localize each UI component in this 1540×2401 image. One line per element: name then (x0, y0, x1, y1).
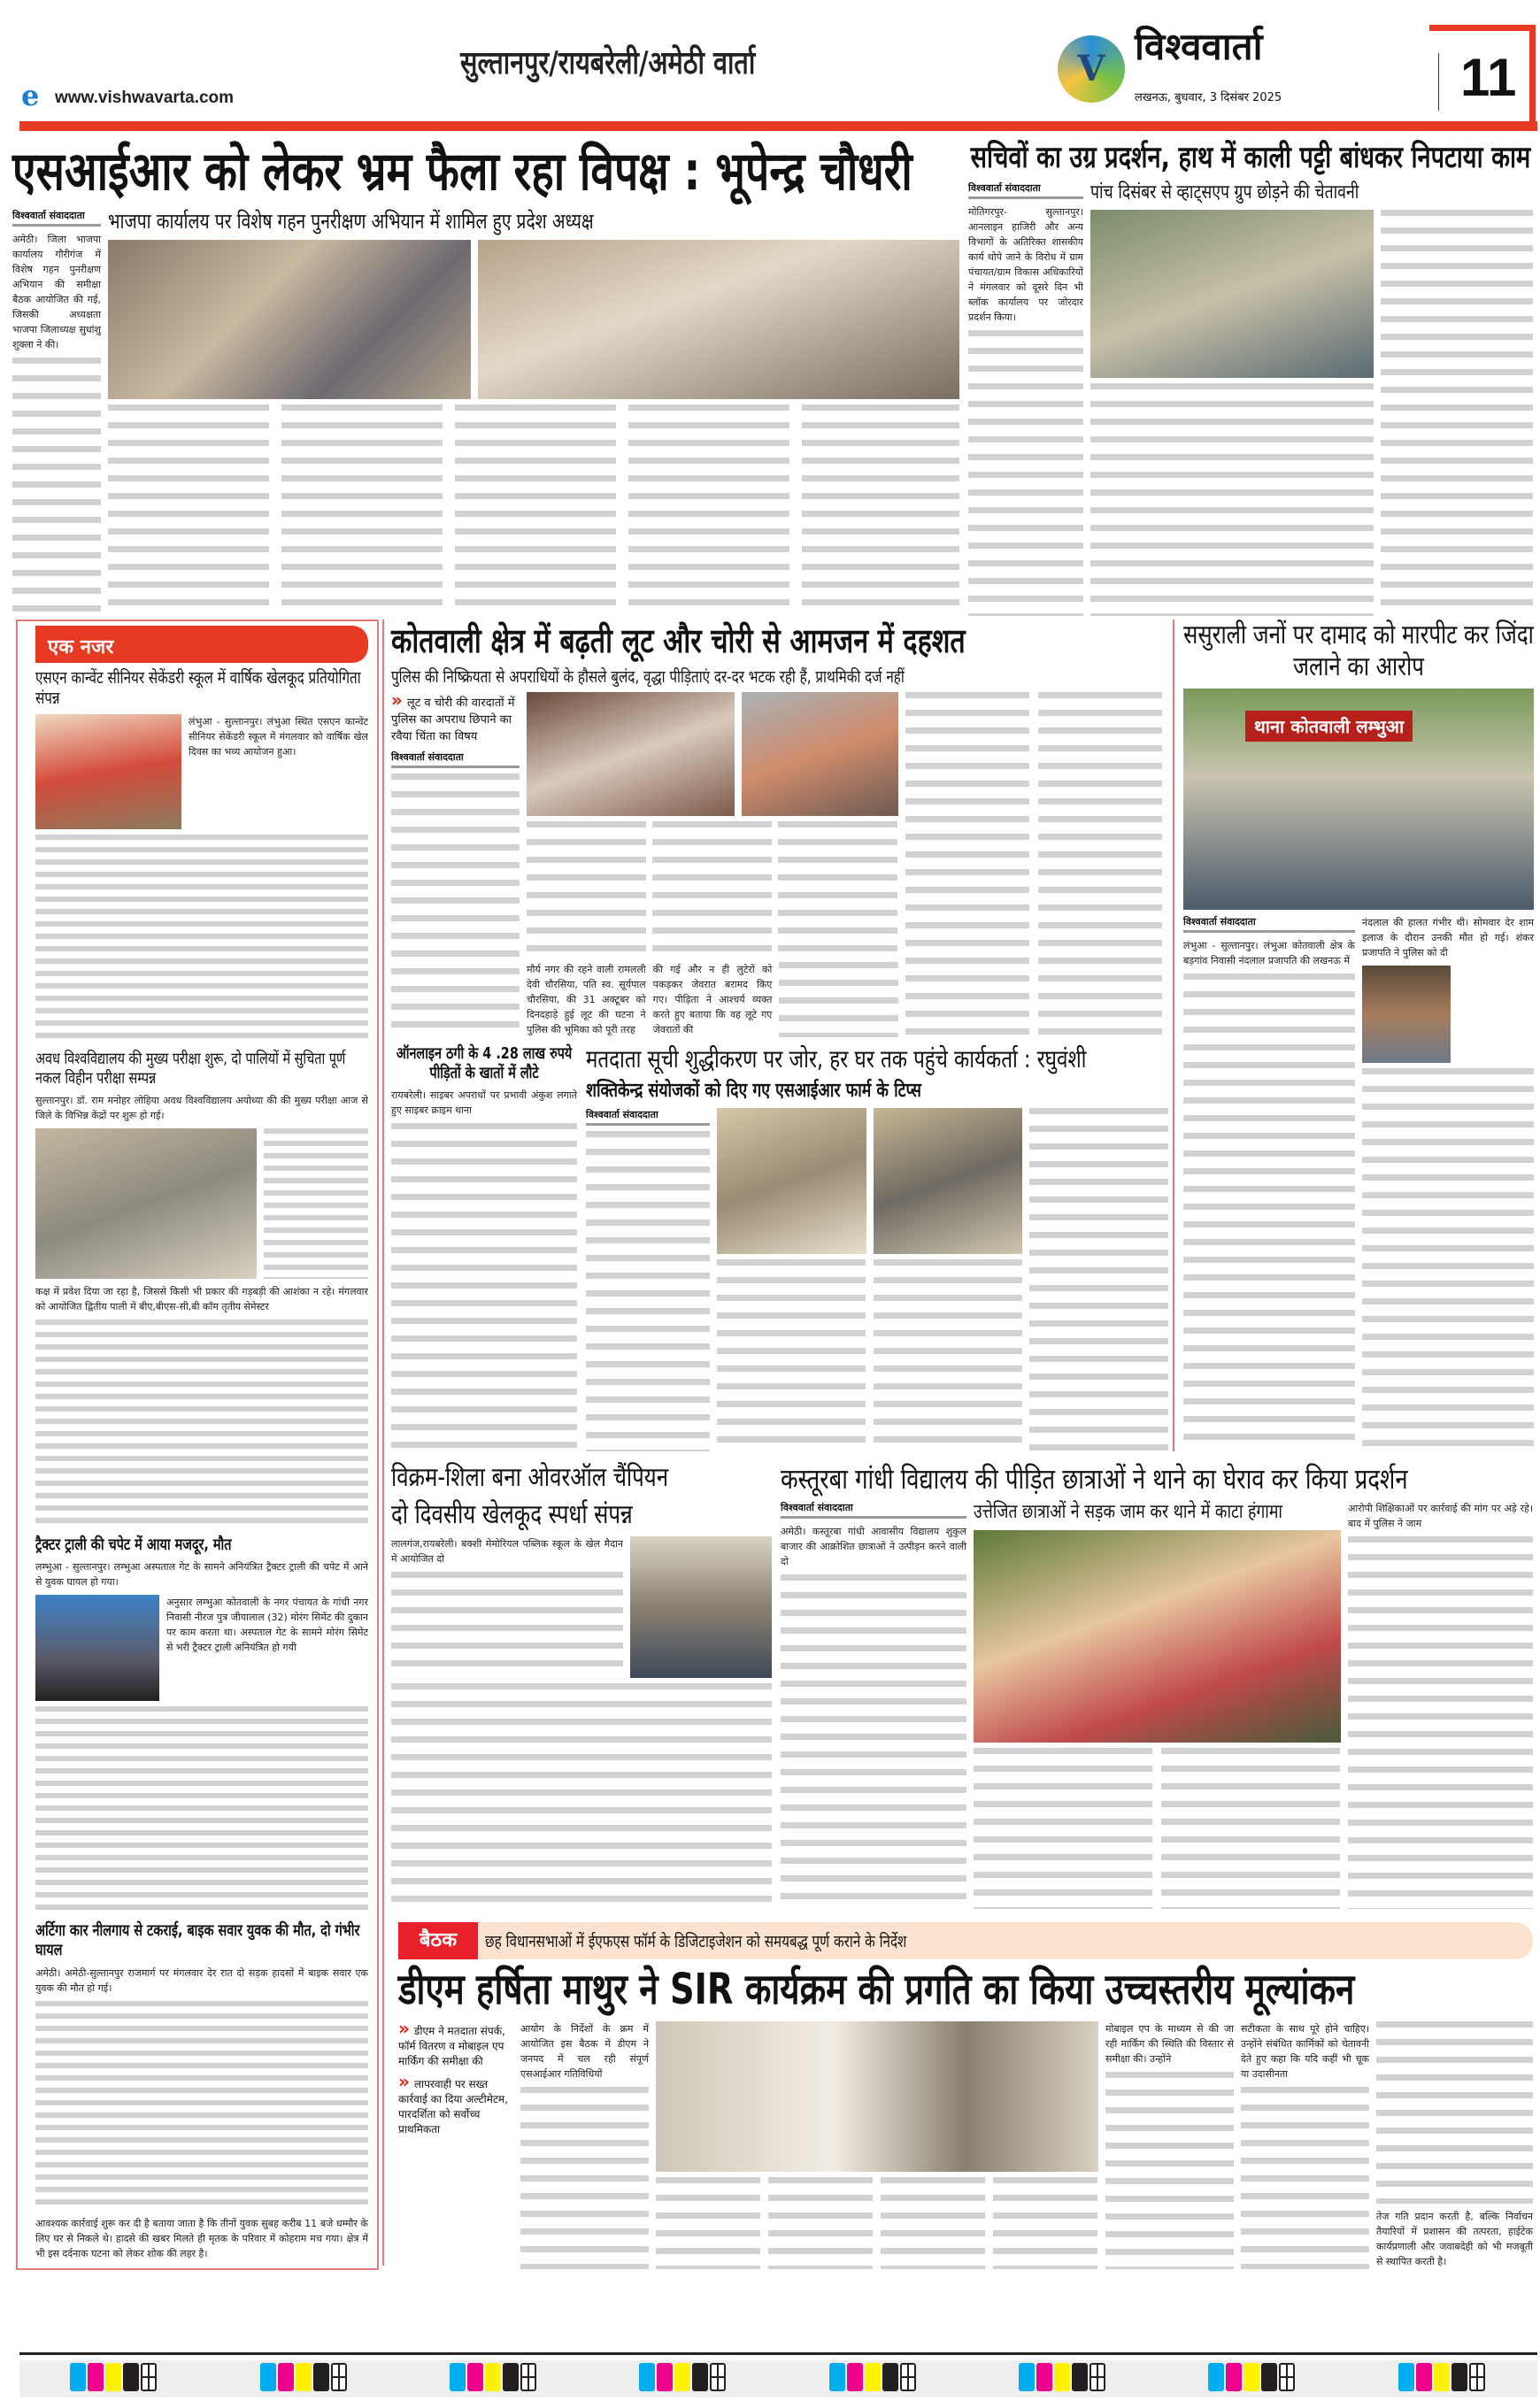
color-swatch (467, 2363, 483, 2391)
body-text (1090, 383, 1374, 616)
lead: मोतिगरपुर- सुल्तानपुर। आनलाइन हाजिरी और अन्य विभागों के अतिरिक्त शासकीय कार्य थोपे जाने के विरोध में ग्राम पंचायत/ग्राम विकास अधिकारियों ने मंगलवार को दूसरे दिन भी ब्लॉक कार्यालय पर जोरदार प्रदर्शन किया। (968, 205, 1083, 323)
story-dm (398, 1922, 1533, 2269)
photo-row (108, 240, 959, 399)
bullet-icon: » (398, 2017, 410, 2039)
body-text (35, 835, 368, 1044)
text-column (520, 2021, 649, 2269)
event-photo (108, 240, 471, 399)
story-sasural (1173, 619, 1534, 1451)
lead: रायबरेली। साइबर अपराधों पर प्रभावी अंकुश लगाते हुए साइबर क्राइम थाना (391, 1089, 577, 1117)
crosshair-mark-icon (141, 2363, 157, 2391)
subhead: पुलिस की निष्क्रियता से अपराधियों के हौसले बुलंद, वृद्धा पीड़िताएं दर-दर भटक रही हैं, प्राथमिकी दर्ज नहीं (391, 666, 905, 687)
story-thagi (391, 1044, 577, 1451)
brand-name: विश्ववार्ता (1135, 25, 1263, 68)
color-swatch (657, 2363, 673, 2391)
crosshair-mark-icon (520, 2363, 536, 2391)
body-text (1029, 1108, 1168, 1451)
color-swatch (260, 2363, 276, 2391)
color-swatch (1226, 2363, 1242, 2391)
lead: अमेठी। जिला भाजपा कार्यालय गौरीगंज में विशेष गहन पुनरीक्षण अभियान की समीक्षा बैठक आयोजित की गई, जिसकी अध्यक्षता भाजपा जिलाध्यक्ष सुधांशु शुक्ला ने की। (12, 234, 101, 350)
body-text (108, 404, 959, 616)
section-title: सुल्तानपुर/रायबरेली/अमेठी वार्ता (460, 45, 756, 81)
color-swatch (1451, 2363, 1467, 2391)
crosshair-mark-icon (1090, 2363, 1105, 2391)
color-swatch (485, 2363, 501, 2391)
color-swatch (865, 2363, 881, 2391)
lead: लंभुआ - सुल्तानपुर। लंभुआ कोतवाली क्षेत्र के बड़गांव निवासी नंदलाल प्रजापति की लखनऊ में (1183, 940, 1355, 966)
kicker-wrap (485, 1922, 1533, 1959)
text-column (391, 689, 520, 1037)
color-swatch (1416, 2363, 1432, 2391)
color-swatch (1434, 2363, 1450, 2391)
byline: विश्ववार्ता संवाददाता (391, 750, 520, 768)
color-swatch (88, 2363, 104, 2391)
photo-row (527, 692, 898, 816)
color-swatch (1244, 2363, 1259, 2391)
photo-caption: थाना कोतवाली लम्भुआ (1245, 711, 1413, 742)
crosshair-mark-icon (710, 2363, 726, 2391)
headline: विक्रम-शिला बना ओवरऑल चैंपियन (391, 1462, 669, 1493)
body-text (1348, 1536, 1533, 1909)
story-vikram (391, 1462, 772, 1909)
victim-photo (1362, 966, 1451, 1063)
protest-photo (974, 1530, 1341, 1743)
story-body (391, 1536, 772, 1678)
story-body (391, 689, 1167, 1037)
bullet-icon: » (398, 2070, 410, 2092)
page-number-box (1429, 25, 1536, 131)
body-text (35, 1706, 368, 1916)
section-title-box (460, 44, 1027, 82)
body-text (1241, 2087, 1369, 2269)
photo-column (1090, 210, 1374, 616)
byline: विश्ववार्ता संवाददाता (586, 1108, 710, 1126)
body-text (391, 1683, 772, 1909)
lead-2: की गई और न ही लुटेरों को पकड़कर जेवरात बरामद किए गए। पीड़िता ने आश्चर्य व्यक्त करते हुए बताया कि वह लूटे गए जेवरातों की (652, 964, 773, 1035)
police-station-photo (1183, 689, 1534, 910)
body-text (586, 1131, 710, 1451)
news-extra: अनुसार लम्भुआ कोतवाली के नगर पंचायत के गांधी नगर निवासी नीरज पुत्र जीयालाल (32) मोरंग सिमेंट की दुकान पर काम करता था। अस्पताल गेट के सामने मोरंग सिमेंट से भरी ट्रैक्टर ट्राली अनियंत्रित हो गयी (166, 1597, 368, 1654)
lead-row (527, 962, 898, 1037)
headline: डीएम हर्षिता माथुर ने SIR कार्यक्रम की प्रगति का किया उच्चस्तरीय मूल्यांकन (398, 1965, 1355, 2014)
subhead: शक्तिकेन्द्र संयोजकों को दिए गए एसआईआर फार्म के टिप्स (586, 1079, 921, 1102)
registration-mark-group (1208, 2363, 1297, 2395)
masthead (0, 0, 1540, 133)
victim-photo (742, 692, 898, 816)
news-row (35, 714, 368, 829)
body-text (781, 1574, 966, 1909)
body-text (391, 1123, 577, 1451)
crosshair-mark-icon (331, 2363, 347, 2391)
color-swatch (1398, 2363, 1414, 2391)
color-swatch (1054, 2363, 1070, 2391)
lead: अमेठी। कस्तूरबा गांधी आवासीय विद्यालय शुकुल बाजार की आक्रोशित छात्राओं ने उत्पीड़न करने वाली दो (781, 1526, 966, 1568)
dateline: लखनऊ, बुधवार, 3 दिसंबर 2025 (1135, 91, 1282, 104)
page-number: 11 (1460, 48, 1517, 107)
sports-photo (35, 714, 181, 829)
body-text (717, 1259, 1022, 1451)
bullet-item (398, 2017, 513, 2069)
headline: एसआईआर को लेकर भ्रम फैला रहा विपक्ष : भूपेन्द्र चौधरी (12, 141, 912, 203)
news-headline: एसएन कान्वेंट सीनियर सेकेंडरी स्कूल में वार्षिक खेलकूद प्रतियोगिता संपन्न (35, 668, 361, 708)
body-text (35, 1320, 368, 1529)
crosshair-mark-icon (900, 2363, 916, 2391)
text-column (12, 209, 101, 616)
body-text (12, 358, 101, 616)
news-headline: अर्टिगा कार नीलगाय से टकराई, बाइक सवार युवक की मौत, दो गंभीर घायल (35, 1921, 360, 1960)
body-text (527, 821, 898, 957)
color-swatch (847, 2363, 863, 2391)
exam-photo (35, 1128, 257, 1279)
news-lead: अमेठी। अमेठी-सुल्तानपुर राजमार्ग पर मंगलवार देर रात दो सड़क हादसों में बाइक सवार एक युवक की मौत हो गई। (35, 1966, 368, 1994)
body-text (264, 1128, 368, 1279)
story-kasturba (781, 1462, 1533, 1909)
bullet-item (398, 2070, 513, 2137)
masthead-rule (19, 121, 1537, 131)
registration-mark-group (450, 2363, 538, 2395)
kicker-text: छह विधानसभाओं में ईएफएस फॉर्म के डिजिटाइजेशन को समयबद्ध पूर्ण कराने के निर्देश (485, 1932, 907, 1951)
body-text (520, 2087, 649, 2269)
news-lead: सुल्तानपुर। डॉ. राम मनोहर लोहिया अवध विश्वविद्यालय अयोध्या की की मुख्य परीक्षा आज से जिले के विभिन्न केंद्रों पर शुरू हो गई। (35, 1095, 368, 1122)
text-column (1362, 915, 1534, 1451)
text-column (1241, 2021, 1369, 2269)
color-swatch (1208, 2363, 1224, 2391)
byline: विश्ववार्ता संवाददाता (781, 1501, 966, 1519)
body-text (968, 330, 1083, 616)
headline: ऑनलाइन ठगी के 4 .28 लाख रुपये पीड़ितों के खातों में लौटे (396, 1044, 573, 1082)
tag-label: बैठक (398, 1922, 478, 1959)
registration-mark-group (1398, 2363, 1487, 2395)
headline: सचिवों का उग्र प्रदर्शन, हाथ में काली पट्टी बांधकर निपटाया काम (970, 140, 1531, 175)
lead-2: आरोपी शिक्षिकाओं पर कार्रवाई की मांग पर अड़े रहे। बाद में पुलिस ने जाम (1348, 1503, 1533, 1530)
body-text (1362, 1068, 1534, 1451)
body-text (974, 1748, 1341, 1909)
text-column (1105, 2021, 1234, 2269)
lead: मौर्य नगर की रहने वाली रामलली देवी चौरसिया, पति स्व. सूर्यपाल चौरसिया, की 31 अक्टूबर को दिनदहाड़े हुई लूट की घटना ने पुलिस की भूमिका को पूरी तरह (527, 964, 646, 1035)
headline: मतदाता सूची शुद्धीकरण पर जोर, हर घर तक पहुंचे कार्यकर्ता : रघुवंशी (586, 1044, 1087, 1074)
color-swatch (503, 2363, 519, 2391)
story-kotwali (391, 621, 1167, 1037)
subhead: भाजपा कार्यालय पर विशेष गहन पुनरीक्षण अभियान में शामिल हुए प्रदेश अध्यक्ष (108, 209, 594, 234)
headline: ससुराली जनों पर दामाद को मारपीट कर जिंदा जलाने का आरोप (1183, 619, 1534, 682)
color-swatch (1261, 2363, 1277, 2391)
media-column (656, 2021, 1098, 2269)
story-body (968, 181, 1533, 616)
meeting-photo (717, 1108, 866, 1254)
headline: कोतवाली क्षेत्र में बढ़ती लूट और चोरी से आमजन में दहशत (391, 621, 966, 660)
registration-mark-group (829, 2363, 918, 2395)
column-3: सटीकता के साथ पूरे होने चाहिए। उन्होंने संबंधित कार्मिकों को चेतावनी देते हुए कहा कि यदि कहीं भी चूक या उदासीनता (1241, 2022, 1369, 2080)
bullet-text: डीएम ने मतदाता संपर्क, फॉर्म वितरण व मोबाइल एप मार्किंग की समीक्षा की (398, 2024, 505, 2067)
media-column (974, 1501, 1341, 1909)
ek-nazar-column (16, 619, 379, 2270)
ek-nazar-label: एक नजर (35, 626, 368, 663)
meeting-photo (874, 1108, 1023, 1254)
bullet-icon: » (391, 689, 403, 712)
subhead: दो दिवसीय खेलकूद स्पर्धा संपन्न (391, 1499, 633, 1530)
victim-photo (35, 1595, 159, 1701)
column-tail: तेज गति प्रदान करती है, बल्कि निर्वाचन तैयारियों में प्रशासन की तत्परता, हाईटेक कार्यप्रणाली और जवाबदेही को भी मजबूती से स्थापित करती है। (1376, 2211, 1533, 2267)
divider (1438, 53, 1439, 111)
news-row (35, 1128, 368, 1279)
protest-photo (1090, 210, 1374, 378)
media-column (717, 1108, 1022, 1451)
kicker-banner (398, 1922, 1533, 1959)
news-extra: कक्ष में प्रवेश दिया जा रहा है, जिससे किसी भी प्रकार की गड़बड़ी की आशंका न रहे। मंगलवार को आयोजित द्वितीय पाली में बीए,बीएस-सी,बी कॉम तृतीय सेमेस्टर (35, 1286, 368, 1313)
color-swatch (123, 2363, 139, 2391)
color-swatch (450, 2363, 466, 2391)
body-text (1183, 973, 1355, 1451)
story-matdata (586, 1044, 1168, 1451)
news-row (35, 1595, 368, 1701)
subhead: पांच दिसंबर से व्हाट्सएप ग्रुप छोड़ने की चेतावनी (1090, 181, 1359, 204)
lead: लालगंज,रायबरेली। बक्शी मेमोरियल पब्लिक स्कूल के खेल मैदान में आयोजित दो (391, 1538, 623, 1565)
color-registration-bar (19, 2360, 1537, 2397)
body-text (391, 773, 520, 1037)
body-text (1376, 2021, 1533, 2204)
byline: विश्ववार्ता संवाददाता (1183, 915, 1355, 933)
subhead: उत्तेजित छात्राओं ने सड़क जाम कर थाने में काटा हंगामा (974, 1501, 1282, 1524)
byline: विश्ववार्ता संवाददाता (968, 181, 1083, 199)
color-swatch (882, 2363, 898, 2391)
news-headline: अवध विश्वविद्यालय की मुख्य परीक्षा शुरू, दो पालियों में सुचिता पूर्ण नकल विहीन परीक्षा सम्पन्न (35, 1049, 346, 1088)
highlight-text: लूट व चोरी की वारदातों में पुलिस का अपराध छिपाने का रवैया चिंता का विषय (391, 696, 515, 744)
text-column (968, 181, 1083, 616)
bullet-text: लापरवाही पर सख्त कार्रवाई का दिया अल्टीमेटम, पारदर्शिता को सर्वोच्च प्राथमिकता (398, 2077, 508, 2136)
bullet-list (398, 2017, 513, 2269)
body-text (779, 962, 898, 1037)
text-column (1348, 1501, 1533, 1909)
color-swatch (278, 2363, 294, 2391)
body-text (1381, 210, 1533, 616)
body-text (391, 1572, 623, 1678)
footer-rule (19, 2352, 1537, 2355)
crosshair-mark-icon (1469, 2363, 1485, 2391)
column-rule (382, 619, 384, 2266)
photo-row (717, 1108, 1022, 1254)
text-column (1376, 2021, 1533, 2269)
meeting-photo (656, 2021, 1098, 2172)
color-swatch (1036, 2363, 1052, 2391)
registration-mark-group (70, 2363, 158, 2395)
registration-mark-group (260, 2363, 349, 2395)
headline: कस्तूरबा गांधी विद्यालय की पीड़ित छात्राओं ने थाने का घेराव कर किया प्रदर्शन (781, 1462, 1408, 1496)
body-text (656, 2177, 1098, 2269)
story-body (781, 1501, 1533, 1909)
body-text (1105, 2072, 1234, 2269)
media-column (1090, 181, 1533, 616)
story-body (586, 1108, 1168, 1451)
byline: विश्ववार्ता संवाददाता (12, 209, 101, 227)
trophy-photo (630, 1536, 772, 1678)
color-swatch (70, 2363, 86, 2391)
news-lead: लंभुआ - सुल्तानपुर। लंभुआ स्थित एसएन कान्वेंट सीनियर सेकेंडरी स्कूल में मंगलवार को वार्षिक खेल दिवस का भव्य आयोजन हुआ। (189, 715, 368, 758)
victim-photo (527, 692, 735, 816)
color-swatch (313, 2363, 329, 2391)
story-body (12, 209, 959, 616)
story-body (398, 2017, 1533, 2269)
column-2: मोबाइल एप के माध्यम से की जा रही मार्किंग की स्थिति की विस्तार से समीक्षा की। उन्होंने (1105, 2022, 1234, 2065)
lead-2: नंदलाल की हालत गंभीर थी। सोमवार देर शाम इलाज के दौरान उनकी मौत हो गई। शंकर प्रजापति ने पुलिस को दी (1362, 917, 1534, 958)
column-1: आयोग के निर्देशों के क्रम में आयोजित इस बैठक में डीएम ने जनपद में चल रही संपूर्ण एसआईआर गतिविधियों (520, 2022, 649, 2080)
body-text (905, 692, 1167, 1037)
registration-mark-group (1019, 2363, 1107, 2395)
body-text (35, 2001, 368, 2211)
story-main (12, 140, 959, 616)
color-swatch (105, 2363, 121, 2391)
text-column (1183, 915, 1355, 1451)
ie-logo-icon: e (21, 79, 40, 112)
story-sachiv (968, 140, 1533, 616)
photo-row (1090, 210, 1533, 616)
color-swatch (829, 2363, 845, 2391)
color-swatch (692, 2363, 708, 2391)
news-extra: आवश्यक कार्रवाई शुरू कर दी है बताया जाता है कि तीनों युवक सुबह करीब 11 बजे धम्मौर के लिए घर से निकले थे। हादसे की खबर मिलते ही मृतक के परिवार में कोहराम मच गया। क्षेत्र में भी इस दर्दनाक घटना को लेकर शोक की लहर है। (35, 2218, 368, 2259)
color-swatch (296, 2363, 312, 2391)
color-swatch (639, 2363, 655, 2391)
color-swatch (674, 2363, 690, 2391)
highlight-quote (391, 689, 520, 745)
news-headline: ट्रैक्टर ट्राली की चपेट में आया मजदूर, मौत (35, 1535, 232, 1554)
website-link[interactable]: www.vishwavarta.com (55, 88, 235, 107)
color-swatch (1072, 2363, 1088, 2391)
text-column (781, 1501, 966, 1909)
text-column (586, 1108, 710, 1451)
registration-mark-group (639, 2363, 728, 2395)
audience-photo (478, 240, 959, 399)
crosshair-mark-icon (1279, 2363, 1295, 2391)
text-column (391, 1536, 623, 1678)
news-lead: लम्भुआ - सुल्तानपुर। लम्भुआ अस्पताल गेट के सामने अनियंत्रित ट्रैक्टर ट्राली की चपेट में आने से युवक घायल हो गया। (35, 1561, 368, 1589)
color-swatch (1019, 2363, 1035, 2391)
media-column (527, 692, 898, 1037)
story-body (1183, 915, 1534, 1451)
media-column (108, 209, 959, 616)
brand-logo-icon: V (1058, 35, 1125, 103)
